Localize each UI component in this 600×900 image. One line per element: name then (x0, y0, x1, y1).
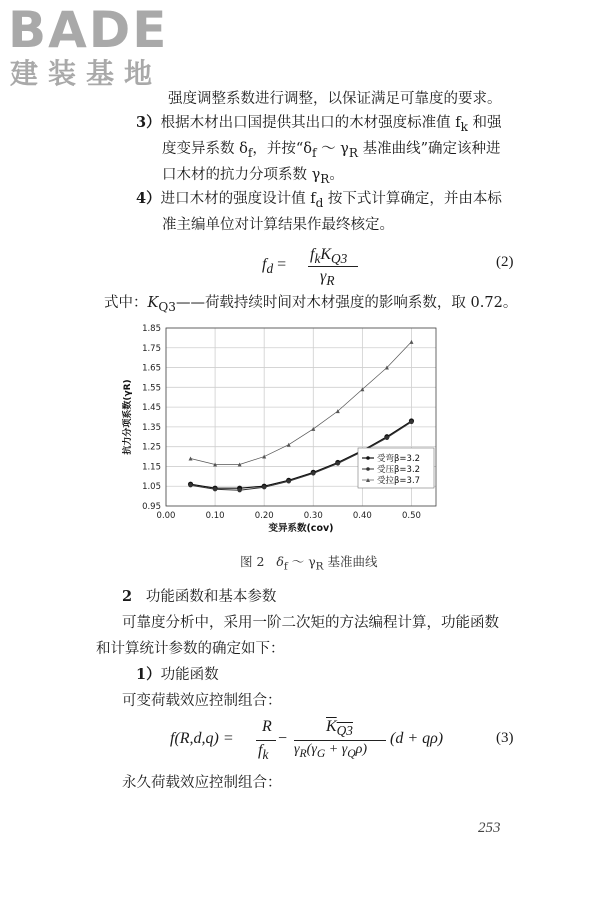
paragraph-line: 永久荷载效应控制组合： (122, 775, 282, 791)
y-tick-label: 1.55 (142, 383, 161, 394)
x-axis-label: 变异系数(cov) (268, 523, 334, 534)
text: 基准曲线”确定该种进 (357, 141, 501, 157)
subscript: f (247, 145, 253, 160)
item-number: 1） (136, 666, 161, 683)
text: 式中： (104, 295, 148, 311)
text: ，并按“δ (252, 141, 312, 157)
fraction-denominator (320, 268, 334, 289)
watermark-subtitle: 建装基地 (10, 57, 163, 90)
data-point-triangle (409, 340, 413, 344)
legend-label: 受弯β=3.2 (377, 454, 421, 464)
text: 度变异系数 δ (162, 141, 248, 157)
y-tick-label: 1.15 (142, 462, 161, 473)
y-tick-label: 1.85 (142, 324, 161, 334)
subscript: R (348, 145, 358, 160)
figure-caption (240, 552, 378, 573)
heading-number: 2 (122, 588, 133, 605)
y-tick-label: 0.95 (142, 502, 161, 512)
text: = (273, 256, 287, 273)
text: f (310, 246, 315, 263)
text: 进口木材的强度设计值 f (160, 191, 316, 207)
subscript: Q3 (331, 251, 348, 267)
x-tick-label: 0.10 (205, 511, 225, 521)
where-line (104, 290, 517, 320)
y-tick-label: 1.05 (142, 482, 161, 493)
fraction-bar (256, 740, 276, 741)
fraction-numerator (326, 718, 353, 739)
section-heading (122, 584, 276, 610)
equation-2-number: (2) (496, 254, 514, 270)
subscript: d (266, 261, 274, 277)
paragraph-line: 强度调整系数进行调整，以保证满足可靠度的要求。 (168, 91, 502, 107)
text: 和强 (467, 115, 502, 131)
equation-2 (262, 246, 392, 289)
subscript: f (283, 560, 288, 573)
text: ～ γ (287, 554, 316, 569)
text: ——荷载持续时间对木材强度的影响系数，取 0.72。 (175, 295, 518, 311)
x-tick-label: 0.00 (156, 511, 176, 521)
watermark-logo: BADE (8, 1, 169, 59)
page-number: 253 (478, 820, 501, 836)
subscript: Q3 (336, 723, 353, 739)
data-point-triangle (311, 427, 315, 431)
fraction-bar (294, 740, 386, 741)
text: γ (294, 742, 300, 757)
legend-marker (366, 467, 370, 471)
fraction-numerator (310, 246, 347, 267)
paragraph-line: 可靠度分析中，采用一阶二次矩的方法编程计算，功能函数 (122, 615, 499, 631)
data-point-triangle (262, 455, 266, 459)
equation-tail: (d + qρ) (390, 730, 444, 747)
text: 。 (329, 167, 344, 183)
equation-lhs (262, 256, 286, 277)
data-point (262, 485, 266, 489)
text: K (326, 718, 337, 735)
subscript: f (311, 145, 317, 160)
x-tick-label: 0.20 (254, 511, 274, 521)
subscript: k (314, 251, 321, 267)
text: 按下式计算确定，并由本标 (323, 191, 502, 207)
text: ～ γ (316, 141, 349, 157)
data-point (409, 420, 413, 424)
data-point (311, 471, 315, 475)
data-point (336, 461, 340, 465)
y-tick-label: 1.75 (142, 343, 161, 354)
item-number: 3） (136, 114, 161, 131)
text: + γ (325, 742, 348, 757)
data-point-triangle (287, 443, 291, 447)
symbol: K (147, 295, 159, 311)
text: K (320, 246, 332, 263)
y-tick-label: 1.25 (142, 442, 161, 453)
text: δ (276, 554, 284, 569)
legend-marker (366, 456, 370, 460)
paragraph-line: 和计算统计参数的确定如下： (96, 641, 285, 657)
text: 功能函数 (160, 667, 219, 683)
subheading (136, 662, 219, 688)
text: 口木材的抗力分项系数 γ (162, 167, 321, 183)
text: f (262, 256, 267, 273)
chart (118, 318, 458, 540)
x-tick-label: 0.30 (303, 511, 323, 521)
minus: − (278, 730, 288, 747)
legend-label: 受拉β=3.7 (377, 476, 421, 486)
fraction-denominator (294, 742, 367, 760)
subscript: R (326, 273, 335, 289)
item-number: 4） (136, 190, 161, 207)
subscript: R (315, 560, 324, 573)
equation-lhs: f(R,d,q) = (170, 730, 234, 747)
data-point (188, 483, 192, 487)
equation-3-number: (3) (496, 730, 514, 746)
fraction-numerator: R (262, 718, 272, 735)
subscript: R (320, 171, 330, 186)
subscript: k (262, 747, 269, 763)
y-tick-label: 1.65 (142, 363, 161, 374)
y-tick-label: 1.45 (142, 403, 161, 414)
text: γ (320, 268, 327, 285)
subscript: R (299, 746, 307, 760)
text: ρ) (355, 742, 368, 757)
data-point (287, 479, 291, 483)
x-tick-label: 0.50 (401, 511, 421, 521)
data-point (213, 487, 217, 491)
y-axis-label: 抗力分项系数(γR) (123, 379, 133, 455)
text: f (258, 742, 263, 759)
caption-label: 图 2 (240, 554, 265, 569)
subscript: Q (347, 746, 356, 760)
legend-label: 受压β=3.2 (377, 465, 421, 475)
text: 基准曲线 (323, 554, 378, 569)
item-4-line-2: 准主编单位对计算结果作最终核定。 (162, 217, 394, 233)
paragraph-line: 可变荷载效应控制组合： (122, 693, 282, 709)
data-point (385, 436, 389, 440)
text: (γ (306, 742, 317, 757)
subscript: k (460, 119, 468, 134)
series-line (191, 342, 412, 465)
fraction-bar (308, 266, 358, 267)
heading-text: 功能函数和基本参数 (145, 589, 277, 605)
equation-3 (170, 718, 470, 762)
data-point (237, 488, 241, 492)
subscript: G (316, 746, 326, 760)
x-tick-label: 0.40 (352, 511, 372, 521)
subscript: Q3 (158, 299, 176, 314)
subscript: d (315, 195, 324, 210)
y-tick-label: 1.35 (142, 422, 161, 433)
fraction-denominator (258, 742, 268, 763)
text: 根据木材出口国提供其出口的木材强度标准值 f (160, 115, 461, 131)
